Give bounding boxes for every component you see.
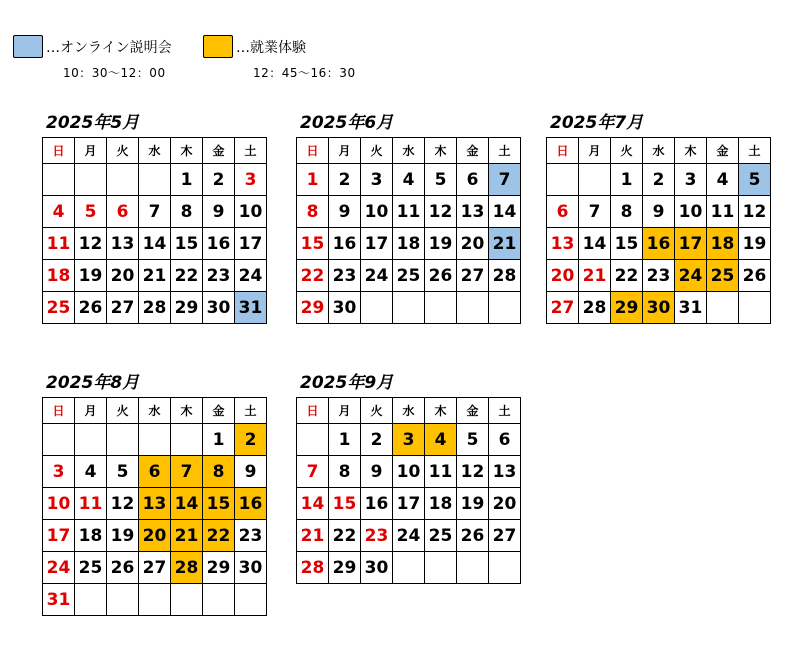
day-cell: 29: [203, 552, 235, 584]
day-cell: 21: [579, 260, 611, 292]
weekday-header: 金: [203, 138, 235, 164]
weekday-header: 水: [393, 138, 425, 164]
day-cell: 12: [75, 228, 107, 260]
day-cell: 17: [675, 228, 707, 260]
week-row: [43, 196, 267, 228]
day-cell: 3: [675, 164, 707, 196]
day-cell: 24: [43, 552, 75, 584]
day-cell: 30: [235, 552, 267, 584]
day-cell: 23: [643, 260, 675, 292]
weekday-header: 火: [107, 138, 139, 164]
day-cell: 17: [235, 228, 267, 260]
day-cell: 19: [739, 228, 771, 260]
day-cell: 30: [643, 292, 675, 324]
week-row: [43, 260, 267, 292]
empty-cell: [579, 164, 611, 196]
day-cell: 24: [361, 260, 393, 292]
legend-work-time: 12：45〜16：30: [253, 66, 356, 80]
day-cell: 7: [139, 196, 171, 228]
day-cell: 21: [297, 520, 329, 552]
day-cell: 25: [43, 292, 75, 324]
calendar-grid: [296, 397, 521, 584]
month-title: 2025年8月: [46, 373, 140, 393]
weekday-header: 土: [235, 398, 267, 424]
day-cell: 5: [457, 424, 489, 456]
calendar-2025-6: [296, 113, 521, 324]
day-cell: 30: [361, 552, 393, 584]
day-cell: 16: [643, 228, 675, 260]
day-cell: 18: [707, 228, 739, 260]
weekday-header: 水: [393, 398, 425, 424]
day-cell: 17: [393, 488, 425, 520]
day-cell: 9: [329, 196, 361, 228]
day-cell: 21: [171, 520, 203, 552]
week-row: [43, 552, 267, 584]
day-cell: 31: [675, 292, 707, 324]
day-cell: 28: [171, 552, 203, 584]
day-cell: 7: [579, 196, 611, 228]
day-cell: 22: [297, 260, 329, 292]
day-cell: 20: [107, 260, 139, 292]
day-cell: 26: [739, 260, 771, 292]
day-cell: 11: [425, 456, 457, 488]
day-cell: 12: [739, 196, 771, 228]
day-cell: 28: [297, 552, 329, 584]
weekday-header: 木: [675, 138, 707, 164]
calendar-grid: [296, 137, 521, 324]
calendar-2025-7: [546, 113, 771, 324]
week-row: [43, 164, 267, 196]
weekday-header: 土: [739, 138, 771, 164]
weekday-header: 日: [547, 138, 579, 164]
day-cell: 7: [489, 164, 521, 196]
week-row: [547, 292, 771, 324]
day-cell: 2: [643, 164, 675, 196]
day-cell: 15: [611, 228, 643, 260]
empty-cell: [489, 292, 521, 324]
day-cell: 18: [43, 260, 75, 292]
day-cell: 13: [139, 488, 171, 520]
day-cell: 26: [457, 520, 489, 552]
day-cell: 24: [393, 520, 425, 552]
weekday-header: 金: [457, 398, 489, 424]
empty-cell: [43, 424, 75, 456]
day-cell: 10: [235, 196, 267, 228]
week-row: [297, 488, 521, 520]
day-cell: 26: [107, 552, 139, 584]
day-cell: 23: [361, 520, 393, 552]
day-cell: 19: [425, 228, 457, 260]
day-cell: 6: [107, 196, 139, 228]
day-cell: 15: [203, 488, 235, 520]
weekday-header: 土: [489, 138, 521, 164]
empty-cell: [171, 584, 203, 616]
week-row: [547, 196, 771, 228]
legend-work-label: …就業体験: [236, 39, 306, 56]
week-row: [297, 424, 521, 456]
week-row: [43, 584, 267, 616]
month-title: 2025年7月: [550, 113, 644, 133]
empty-cell: [139, 164, 171, 196]
day-cell: 24: [235, 260, 267, 292]
day-cell: 9: [203, 196, 235, 228]
day-cell: 14: [139, 228, 171, 260]
empty-cell: [139, 424, 171, 456]
day-cell: 31: [43, 584, 75, 616]
day-cell: 16: [235, 488, 267, 520]
empty-cell: [489, 552, 521, 584]
weekday-header: 月: [75, 398, 107, 424]
day-cell: 3: [43, 456, 75, 488]
weekday-header: 火: [361, 398, 393, 424]
day-cell: 5: [107, 456, 139, 488]
week-row: [43, 292, 267, 324]
week-row: [297, 456, 521, 488]
day-cell: 25: [75, 552, 107, 584]
day-cell: 30: [203, 292, 235, 324]
day-cell: 10: [393, 456, 425, 488]
day-cell: 20: [489, 488, 521, 520]
day-cell: 2: [203, 164, 235, 196]
empty-cell: [707, 292, 739, 324]
day-cell: 1: [171, 164, 203, 196]
day-cell: 25: [425, 520, 457, 552]
day-cell: 20: [457, 228, 489, 260]
day-cell: 17: [43, 520, 75, 552]
empty-cell: [107, 584, 139, 616]
weekday-header: 土: [235, 138, 267, 164]
legend-online-time: 10：30〜12：00: [63, 66, 166, 80]
empty-cell: [361, 292, 393, 324]
empty-cell: [139, 584, 171, 616]
day-cell: 3: [361, 164, 393, 196]
day-cell: 4: [75, 456, 107, 488]
day-cell: 3: [393, 424, 425, 456]
legend-online-swatch: [13, 35, 43, 58]
day-cell: 9: [235, 456, 267, 488]
day-cell: 11: [393, 196, 425, 228]
day-cell: 5: [75, 196, 107, 228]
day-cell: 1: [203, 424, 235, 456]
day-cell: 29: [297, 292, 329, 324]
day-cell: 26: [425, 260, 457, 292]
day-cell: 7: [297, 456, 329, 488]
empty-cell: [75, 424, 107, 456]
day-cell: 22: [611, 260, 643, 292]
empty-cell: [297, 424, 329, 456]
day-cell: 14: [579, 228, 611, 260]
empty-cell: [393, 292, 425, 324]
day-cell: 7: [171, 456, 203, 488]
day-cell: 5: [739, 164, 771, 196]
day-cell: 4: [707, 164, 739, 196]
week-row: [297, 228, 521, 260]
day-cell: 12: [107, 488, 139, 520]
day-cell: 14: [171, 488, 203, 520]
calendar-2025-9: [296, 373, 521, 584]
week-row: [297, 552, 521, 584]
week-row: [43, 520, 267, 552]
month-title: 2025年9月: [300, 373, 394, 393]
day-cell: 16: [329, 228, 361, 260]
day-cell: 15: [171, 228, 203, 260]
week-row: [547, 164, 771, 196]
day-cell: 19: [75, 260, 107, 292]
week-row: [547, 228, 771, 260]
weekday-header: 金: [203, 398, 235, 424]
empty-cell: [43, 164, 75, 196]
empty-cell: [75, 164, 107, 196]
day-cell: 21: [139, 260, 171, 292]
day-cell: 18: [75, 520, 107, 552]
weekday-header: 水: [139, 138, 171, 164]
legend-online: [13, 35, 172, 58]
weekday-header: 木: [171, 138, 203, 164]
empty-cell: [75, 584, 107, 616]
weekday-header: 土: [489, 398, 521, 424]
day-cell: 30: [329, 292, 361, 324]
day-cell: 23: [329, 260, 361, 292]
day-cell: 8: [171, 196, 203, 228]
week-row: [547, 260, 771, 292]
day-cell: 23: [235, 520, 267, 552]
day-cell: 25: [393, 260, 425, 292]
weekday-header: 木: [171, 398, 203, 424]
day-cell: 18: [425, 488, 457, 520]
day-cell: 9: [361, 456, 393, 488]
day-cell: 16: [203, 228, 235, 260]
day-cell: 18: [393, 228, 425, 260]
day-cell: 2: [361, 424, 393, 456]
day-cell: 27: [139, 552, 171, 584]
day-cell: 12: [425, 196, 457, 228]
day-cell: 6: [547, 196, 579, 228]
empty-cell: [547, 164, 579, 196]
week-row: [297, 260, 521, 292]
weekday-header: 月: [329, 398, 361, 424]
day-cell: 24: [675, 260, 707, 292]
day-cell: 29: [171, 292, 203, 324]
calendar-2025-8: [42, 373, 267, 616]
day-cell: 26: [75, 292, 107, 324]
day-cell: 4: [393, 164, 425, 196]
day-cell: 12: [457, 456, 489, 488]
day-cell: 10: [675, 196, 707, 228]
empty-cell: [457, 292, 489, 324]
weekday-header: 金: [707, 138, 739, 164]
weekday-header: 木: [425, 398, 457, 424]
empty-cell: [203, 584, 235, 616]
week-row: [297, 196, 521, 228]
day-cell: 8: [297, 196, 329, 228]
day-cell: 17: [361, 228, 393, 260]
weekday-header: 水: [643, 138, 675, 164]
day-cell: 28: [139, 292, 171, 324]
day-cell: 21: [489, 228, 521, 260]
day-cell: 4: [43, 196, 75, 228]
calendar-grid: [42, 397, 267, 616]
weekday-header: 日: [297, 138, 329, 164]
empty-cell: [171, 424, 203, 456]
day-cell: 11: [75, 488, 107, 520]
day-cell: 13: [489, 456, 521, 488]
day-cell: 14: [297, 488, 329, 520]
day-cell: 15: [329, 488, 361, 520]
empty-cell: [107, 164, 139, 196]
empty-cell: [425, 292, 457, 324]
empty-cell: [739, 292, 771, 324]
day-cell: 22: [203, 520, 235, 552]
day-cell: 4: [425, 424, 457, 456]
day-cell: 1: [329, 424, 361, 456]
day-cell: 31: [235, 292, 267, 324]
month-title: 2025年5月: [46, 113, 140, 133]
day-cell: 16: [361, 488, 393, 520]
week-row: [297, 292, 521, 324]
day-cell: 28: [489, 260, 521, 292]
day-cell: 29: [611, 292, 643, 324]
day-cell: 14: [489, 196, 521, 228]
day-cell: 8: [329, 456, 361, 488]
day-cell: 22: [329, 520, 361, 552]
weekday-header: 月: [579, 138, 611, 164]
day-cell: 19: [457, 488, 489, 520]
week-row: [43, 424, 267, 456]
day-cell: 25: [707, 260, 739, 292]
week-row: [297, 164, 521, 196]
day-cell: 6: [489, 424, 521, 456]
day-cell: 27: [489, 520, 521, 552]
day-cell: 23: [203, 260, 235, 292]
empty-cell: [457, 552, 489, 584]
weekday-header: 日: [43, 138, 75, 164]
weekday-header: 水: [139, 398, 171, 424]
day-cell: 22: [171, 260, 203, 292]
day-cell: 20: [547, 260, 579, 292]
weekday-header: 金: [457, 138, 489, 164]
calendar-grid: [42, 137, 267, 324]
day-cell: 27: [457, 260, 489, 292]
empty-cell: [107, 424, 139, 456]
day-cell: 13: [457, 196, 489, 228]
day-cell: 6: [457, 164, 489, 196]
day-cell: 1: [611, 164, 643, 196]
weekday-header: 月: [329, 138, 361, 164]
day-cell: 9: [643, 196, 675, 228]
day-cell: 20: [139, 520, 171, 552]
empty-cell: [425, 552, 457, 584]
week-row: [43, 456, 267, 488]
day-cell: 28: [579, 292, 611, 324]
legend-work: [203, 35, 306, 58]
month-title: 2025年6月: [300, 113, 394, 133]
day-cell: 8: [203, 456, 235, 488]
empty-cell: [393, 552, 425, 584]
weekday-header: 日: [297, 398, 329, 424]
day-cell: 8: [611, 196, 643, 228]
calendar-grid: [546, 137, 771, 324]
day-cell: 29: [329, 552, 361, 584]
empty-cell: [235, 584, 267, 616]
week-row: [43, 228, 267, 260]
weekday-header: 火: [611, 138, 643, 164]
weekday-header: 日: [43, 398, 75, 424]
weekday-header: 月: [75, 138, 107, 164]
weekday-header: 火: [361, 138, 393, 164]
day-cell: 10: [43, 488, 75, 520]
day-cell: 1: [297, 164, 329, 196]
week-row: [43, 488, 267, 520]
day-cell: 27: [107, 292, 139, 324]
day-cell: 27: [547, 292, 579, 324]
day-cell: 13: [547, 228, 579, 260]
day-cell: 11: [707, 196, 739, 228]
day-cell: 10: [361, 196, 393, 228]
calendar-2025-5: [42, 113, 267, 324]
day-cell: 6: [139, 456, 171, 488]
legend-online-label: …オンライン説明会: [46, 39, 172, 56]
day-cell: 3: [235, 164, 267, 196]
day-cell: 2: [329, 164, 361, 196]
day-cell: 2: [235, 424, 267, 456]
day-cell: 13: [107, 228, 139, 260]
day-cell: 11: [43, 228, 75, 260]
day-cell: 5: [425, 164, 457, 196]
week-row: [297, 520, 521, 552]
weekday-header: 木: [425, 138, 457, 164]
day-cell: 19: [107, 520, 139, 552]
legend-work-swatch: [203, 35, 233, 58]
day-cell: 15: [297, 228, 329, 260]
weekday-header: 火: [107, 398, 139, 424]
